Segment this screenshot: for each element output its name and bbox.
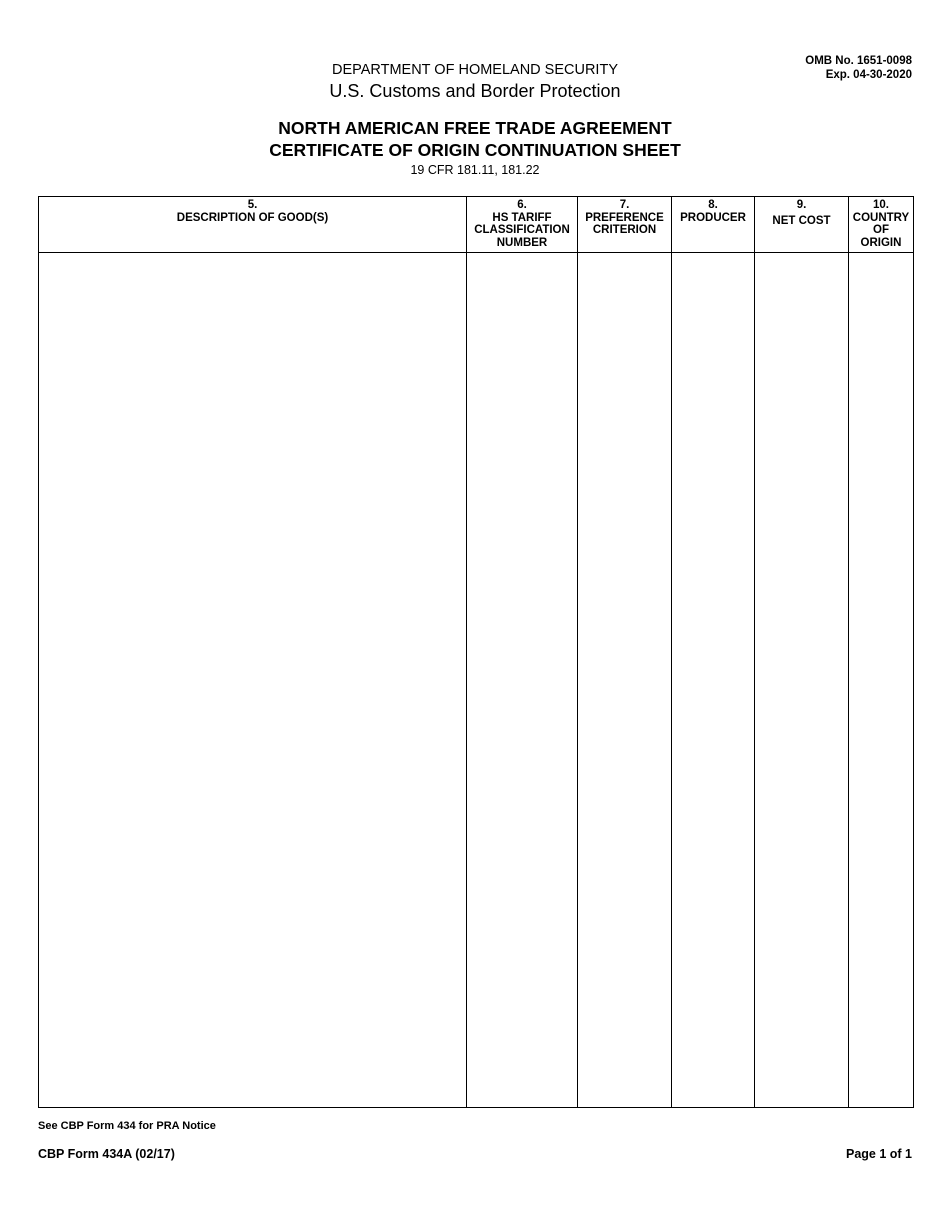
preference-criterion-field[interactable] [578,253,672,1108]
column-label: COUNTRY [852,211,910,224]
column-label: NUMBER [496,236,548,249]
column-header-preference-criterion [578,197,672,253]
column-header-net-cost [755,197,849,253]
column-label: PRODUCER [680,211,746,224]
omb-expiration: Exp. 04-30-2020 [825,69,912,81]
column-number: 8. [708,199,718,211]
column-header-producer [672,197,755,253]
column-header-country-of-origin [849,197,914,253]
column-label: OF [873,224,889,236]
hs-tariff-field[interactable] [467,253,578,1108]
column-label: NET COST [772,214,831,227]
producer-field[interactable] [672,253,755,1108]
column-number: 6. [517,199,527,211]
pra-notice: See CBP Form 434 for PRA Notice [38,1120,216,1132]
column-label: HS TARIFF [492,211,552,224]
omb-number: OMB No. 1651-0098 [805,55,912,67]
agency-header [0,62,950,102]
column-label: DESCRIPTION OF GOOD(S) [176,211,329,224]
form-number: CBP Form 434A (02/17) [38,1147,175,1161]
continuation-table [38,196,914,1108]
column-header-hs-tariff [467,197,578,253]
table-body-row [39,253,914,1108]
column-label: CRITERION [592,224,657,236]
cfr-reference: 19 CFR 181.11, 181.22 [410,163,540,177]
form-title-line2: CERTIFICATE OF ORIGIN CONTINUATION SHEET [269,140,681,160]
column-number: 9. [796,199,807,211]
column-number: 10. [873,199,889,211]
page-number: Page 1 of 1 [846,1147,912,1161]
column-label: PREFERENCE [585,211,664,224]
description-field[interactable] [39,253,467,1108]
column-label: CLASSIFICATION [474,224,570,236]
column-number: 7. [619,199,630,211]
column-label: ORIGIN [860,236,902,249]
net-cost-field[interactable] [755,253,849,1108]
country-of-origin-field[interactable] [849,253,914,1108]
department-name: DEPARTMENT OF HOMELAND SECURITY [331,62,618,78]
component-name: U.S. Customs and Border Protection [329,81,621,101]
form-title [0,117,950,161]
column-number: 5. [247,199,258,211]
form-title-line1: NORTH AMERICAN FREE TRADE AGREEMENT [278,118,672,138]
table-header-row [39,197,914,253]
column-header-description [39,197,467,253]
